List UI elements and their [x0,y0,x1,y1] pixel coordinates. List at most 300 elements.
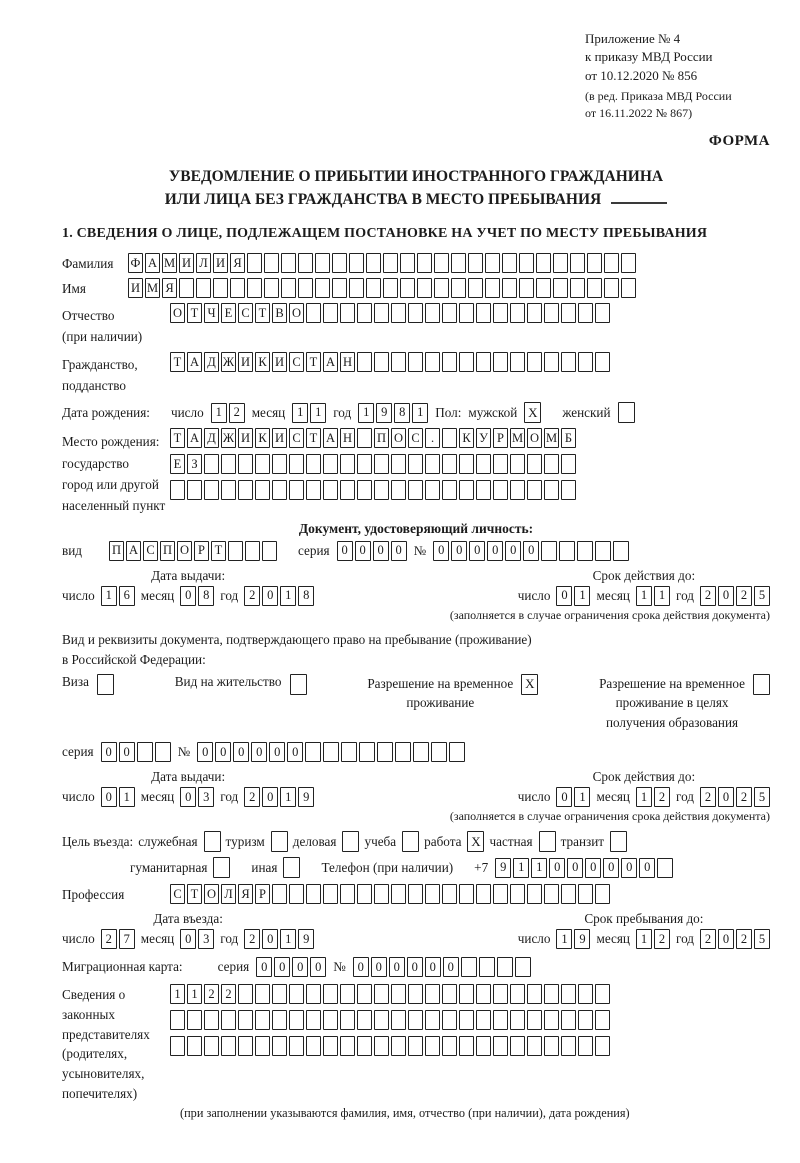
char-box [340,984,355,1004]
year-word: год [220,789,239,805]
char-box: П [374,428,389,448]
char-box: 0 [274,957,290,977]
identity-doc-dates [62,568,770,606]
identity-doc-series-cells [337,541,407,561]
char-box [408,884,423,904]
representatives-cell-rows [170,982,610,1104]
char-box [306,454,321,474]
char-box: С [289,428,304,448]
purpose-study [364,831,419,852]
char-box [196,278,211,298]
char-box: С [170,884,185,904]
purpose-private [489,831,555,852]
purpose-tourism-label: туризм [225,833,265,849]
char-box [323,1010,338,1030]
char-box: Я [238,884,253,904]
char-box: 2 [736,929,752,949]
char-box: 0 [425,957,441,977]
entry-date [62,911,314,949]
char-box: 1 [292,403,308,423]
day-word: число [62,587,95,603]
char-box: 9 [298,929,314,949]
edu-permit-line1: Разрешение на временное [599,675,745,691]
sex-female-label: женский [562,404,611,420]
char-box: 2 [736,586,752,606]
char-box [515,957,531,977]
char-box [442,480,457,500]
purpose-private-label: частная [489,833,533,849]
birthplace-sub-city2: населенный пункт [62,498,166,514]
char-box: М [145,278,160,298]
issue-date-heading: Дата выдачи: [151,567,226,583]
char-box [247,253,262,273]
char-box [595,303,610,323]
day-word: число [517,789,551,805]
purpose-other-label: иная [251,859,278,875]
char-box [391,352,406,372]
char-box [255,1036,270,1056]
char-box: 1 [170,984,185,1004]
char-box [264,278,279,298]
char-box [553,253,568,273]
char-box [357,1010,372,1030]
expiry-year-cells [700,787,770,807]
representatives-row-1 [170,984,610,1004]
char-box [451,253,466,273]
char-box [459,1036,474,1056]
char-box [357,480,372,500]
char-box: У [476,428,491,448]
field-surname [62,253,770,273]
char-box: 1 [531,858,547,878]
char-box [323,303,338,323]
char-box: М [162,253,177,273]
char-box: 1 [280,929,296,949]
entry-date-line [62,929,314,949]
checkbox-private [539,831,556,852]
char-box [272,1036,287,1056]
char-box: К [255,352,270,372]
birthdate-month-cells [292,403,326,423]
purpose-humanitarian [130,857,230,878]
char-box: 1 [636,586,652,606]
char-box: 9 [376,403,392,423]
char-box [613,541,629,561]
char-box [476,480,491,500]
char-box [434,278,449,298]
field-purpose-row2 [62,857,770,878]
char-box [536,253,551,273]
char-box: Р [255,884,270,904]
field-migration-card [62,957,770,977]
option-visa [62,674,114,695]
purpose-label: Цель въезда: [62,833,134,849]
char-box [374,352,389,372]
char-box: 2 [700,586,716,606]
char-box [272,480,287,500]
char-box: Р [194,541,209,561]
char-box [357,303,372,323]
char-box: 1 [280,787,296,807]
char-box [485,253,500,273]
birthplace-row-2 [170,454,576,474]
month-word: месяц [596,789,630,805]
purpose-business-label: деловая [292,833,337,849]
char-box: М [544,428,559,448]
char-box: 0 [269,742,285,762]
char-box [476,884,491,904]
char-box [413,742,429,762]
char-box [391,454,406,474]
expiry-month-cells [636,787,670,807]
char-box [451,278,466,298]
checkbox-official [204,831,221,852]
char-box [255,1010,270,1030]
char-box [383,278,398,298]
char-box [374,454,389,474]
year-word: год [675,587,694,603]
char-box: П [160,541,175,561]
char-box: 1 [513,858,529,878]
phone-label: Телефон (при наличии) [321,859,454,875]
char-box: 1 [654,586,670,606]
series-word: серия [62,744,94,760]
checkbox-female [618,402,635,423]
number-word: № [413,542,427,558]
char-box [306,1036,321,1056]
char-box: И [238,352,253,372]
char-box [587,278,602,298]
char-box [485,278,500,298]
citizenship-cells [170,352,610,372]
char-box [459,352,474,372]
char-box [323,884,338,904]
char-box: 0 [292,957,308,977]
char-box: Е [221,303,236,323]
char-box [374,1010,389,1030]
char-box [262,541,277,561]
char-box: 0 [119,742,135,762]
char-box [468,253,483,273]
char-box: 0 [523,541,539,561]
expiry-day-cells [556,586,590,606]
char-box [519,278,534,298]
char-box [272,454,287,474]
char-box [442,984,457,1004]
char-box [305,742,321,762]
char-box [408,480,423,500]
char-box: 2 [244,787,260,807]
char-box [408,1010,423,1030]
char-box: 0 [487,541,503,561]
char-box [323,742,339,762]
char-box [298,278,313,298]
char-box [425,454,440,474]
char-box [170,1036,185,1056]
char-box: 2 [101,929,117,949]
purpose-study-label: учеба [364,833,397,849]
purpose-official [138,831,220,852]
profession-label: Профессия [62,887,125,903]
char-box [221,454,236,474]
char-box [425,303,440,323]
char-box [332,253,347,273]
residence-doc-intro-line2: в Российской Федерации: [62,652,206,668]
patronymic-label-line1: Отчество [62,308,115,324]
field-purpose [62,831,770,852]
char-box [510,352,525,372]
char-box: 0 [603,858,619,878]
checkbox-male: X [524,402,541,423]
char-box [391,1010,406,1030]
char-box: О [204,884,219,904]
char-box: 2 [221,984,236,1004]
checkbox-residence-permit [290,674,307,695]
char-box [298,253,313,273]
char-box: Т [255,303,270,323]
char-box: И [179,253,194,273]
char-box [541,541,557,561]
char-box [408,454,423,474]
field-name [62,278,770,298]
sex-label: Пол: [435,404,462,420]
patronymic-cells [170,303,610,323]
char-box: З [187,454,202,474]
char-box [170,480,185,500]
char-box [527,480,542,500]
field-profession [62,884,770,904]
char-box [408,352,423,372]
char-box [578,1036,593,1056]
char-box: К [255,428,270,448]
purpose-tourism [226,831,288,852]
phone-prefix: +7 [474,859,489,875]
title-line-2-text: ИЛИ ЛИЦА БЕЗ ГРАЖДАНСТВА В МЕСТО ПРЕБЫВАНИЯ [164,191,602,209]
char-box [391,1036,406,1056]
char-box [272,1010,287,1030]
issue-year-cells [244,787,314,807]
char-box [340,1010,355,1030]
identity-doc-type-cells [109,541,277,561]
char-box [561,454,576,474]
char-box [434,253,449,273]
checkbox-study [402,831,419,852]
char-box: 0 [389,957,405,977]
char-box [459,480,474,500]
char-box [561,480,576,500]
char-box [459,454,474,474]
field-residence-doc-number [62,742,770,762]
birthplace-labels [62,428,170,517]
title-blank-line [611,190,667,204]
char-box: Л [221,884,236,904]
char-box: 5 [754,787,770,807]
day-word: число [62,931,95,947]
form-label: ФОРМА [708,132,770,149]
title-line-2 [62,188,770,211]
char-box [442,303,457,323]
char-box [442,428,457,448]
char-box: 2 [244,929,260,949]
number-word: № [177,744,191,760]
visa-label: Виза [62,673,89,689]
char-box: 2 [700,929,716,949]
series-word: серия [217,959,250,975]
char-box: Т [306,352,321,372]
char-box [230,278,245,298]
year-word: год [220,587,239,603]
char-box [221,480,236,500]
char-box: 2 [700,787,716,807]
char-box: 1 [574,787,590,807]
char-box [255,984,270,1004]
char-box [340,303,355,323]
char-box: М [510,428,525,448]
number-word: № [333,959,346,975]
migration-card-number-cells [353,957,531,977]
char-box: 1 [211,403,227,423]
title-line-1: УВЕДОМЛЕНИЕ О ПРИБЫТИИ ИНОСТРАННОГО ГРАЖДАНИНА [168,167,664,185]
char-box [493,1036,508,1056]
char-box [604,253,619,273]
char-box: 1 [636,929,652,949]
stay-month-cells [636,929,670,949]
char-box: 8 [198,586,214,606]
char-box [459,303,474,323]
issue-date-line [62,787,314,807]
char-box: 0 [197,742,213,762]
char-box: 0 [262,586,278,606]
char-box [417,278,432,298]
char-box [400,253,415,273]
char-box [391,480,406,500]
birthplace-sub-city1: город или другой [62,477,159,493]
char-box [442,1036,457,1056]
char-box [366,253,381,273]
representatives-label-line: попечителях) [62,1086,138,1102]
char-box [315,253,330,273]
char-box: 0 [556,787,572,807]
char-box [408,984,423,1004]
day-word: число [62,789,95,805]
edu-permit-line2: проживание в целях [615,695,729,711]
char-box [374,303,389,323]
char-box [395,742,411,762]
option-temp-permit [367,674,538,714]
char-box: О [391,428,406,448]
issue-month-cells [180,586,214,606]
char-box: О [289,303,304,323]
citizenship-label-line2: подданство [62,377,126,393]
char-box: 0 [101,742,117,762]
char-box: Я [230,253,245,273]
char-box [357,454,372,474]
char-box: 0 [180,929,196,949]
residence-doc-expiry [518,769,770,807]
char-box [544,303,559,323]
validity-fill-note: (заполняется в случае ограничения срока действия документа) [449,809,770,824]
residence-doc-dates [62,769,770,807]
char-box [595,984,610,1004]
char-box [476,352,491,372]
residence-doc-options [62,674,770,733]
char-box: 5 [754,929,770,949]
char-box [595,541,611,561]
char-box: 9 [495,858,511,878]
year-word: год [675,789,694,805]
edu-permit-line3: получения образования [605,715,739,731]
char-box: 7 [119,929,135,949]
char-box: А [187,352,202,372]
char-box [425,480,440,500]
residence-permit-label: Вид на жительство [174,673,282,689]
char-box: Т [306,428,321,448]
char-box [417,253,432,273]
annex-line: от 10.12.2020 № 856 [585,67,698,83]
char-box: 5 [754,586,770,606]
identity-doc-heading: Документ, удостоверяющий личность: [298,520,534,536]
char-box [179,278,194,298]
char-box [238,1010,253,1030]
char-box: 0 [287,742,303,762]
char-box: В [272,303,287,323]
char-box [559,541,575,561]
profession-cells [170,884,610,904]
char-box: 1 [101,586,117,606]
char-box: 6 [119,586,135,606]
char-box [621,278,636,298]
char-box: 9 [298,787,314,807]
checkbox-temp-permit: X [521,674,538,695]
entry-month-cells [180,929,214,949]
char-box: С [289,352,304,372]
char-box: Т [187,303,202,323]
char-box [561,1036,576,1056]
char-box [493,884,508,904]
char-box [527,352,542,372]
char-box: 0 [433,541,449,561]
birthplace-row-1 [170,428,576,448]
char-box [595,884,610,904]
char-box [502,278,517,298]
char-box [221,1010,236,1030]
char-box [289,1036,304,1056]
char-box: Ч [204,303,219,323]
char-box [408,1036,423,1056]
char-box [476,1036,491,1056]
char-box [510,884,525,904]
entry-dates [62,911,770,949]
char-box [468,278,483,298]
month-word: месяц [140,587,175,603]
entry-day-cells [101,929,135,949]
char-box [400,278,415,298]
residence-doc-intro [62,630,770,671]
char-box: О [177,541,192,561]
migration-card-label: Миграционная карта: [62,959,183,975]
char-box: А [323,352,338,372]
char-box: 0 [310,957,326,977]
annex-line: к приказу МВД России [585,49,713,65]
entry-date-heading: Дата въезда: [153,911,223,927]
representatives-label-line: (родителях, [62,1046,128,1062]
char-box [476,454,491,474]
char-box: Ж [221,428,236,448]
char-box [510,1036,525,1056]
sex-male-label: мужской [468,404,518,420]
temp-permit-line2: проживание [406,695,475,711]
month-word: месяц [251,404,286,420]
